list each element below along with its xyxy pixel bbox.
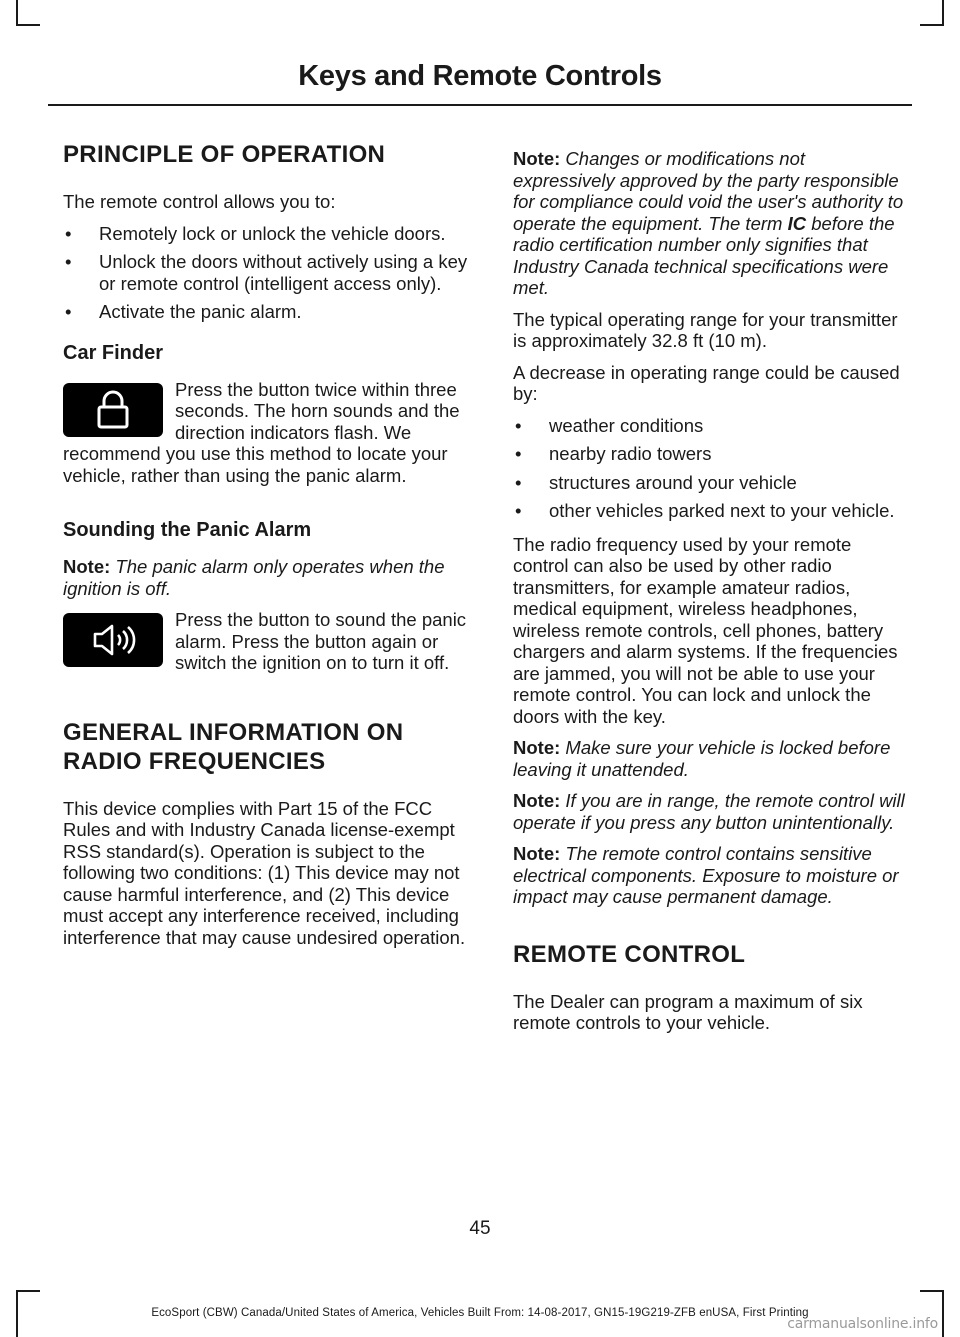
list-item: • weather conditions — [513, 415, 908, 437]
intro-bullet-list — [63, 223, 473, 323]
remote-control-heading: REMOTE CONTROL — [513, 940, 746, 968]
left-column — [63, 140, 473, 958]
decrease-text: A decrease in operating range could be caused by: — [513, 361, 900, 404]
note-text: If you are in range, the remote control will operate if you press any button unintentionally. — [513, 790, 905, 833]
crop-mark — [16, 1290, 40, 1292]
note-label: Note: — [513, 790, 561, 811]
intro-text: The remote control allows you to: — [63, 191, 336, 212]
note-text-part: Changes or modifications not expressively approved by the party responsible for compliance could void the user's authority to operate the equipment. The term — [513, 148, 904, 234]
note-label: Note: — [63, 556, 111, 577]
watermark: carmanualsonline.info — [787, 1316, 938, 1332]
panic-alarm-heading: Sounding the Panic Alarm — [63, 519, 312, 541]
note-locked — [513, 737, 908, 780]
list-item: • Remotely lock or unlock the vehicle doors. — [63, 223, 473, 245]
note-label: Note: — [513, 148, 561, 169]
note-text-part: before the radio certification number only signifies that Industry Canada technical specifications were met. — [513, 212, 895, 298]
crop-mark — [942, 0, 944, 24]
note-text: The panic alarm only operates when the ignition is off. — [63, 556, 445, 599]
lock-icon — [63, 383, 163, 437]
principle-heading: PRINCIPLE OF OPERATION — [63, 141, 386, 168]
list-item: • Unlock the doors without actively using a key or remote control (intelligent access only). — [63, 251, 473, 294]
radio-frequencies-heading — [63, 718, 473, 776]
note-modifications — [513, 148, 908, 299]
crop-mark — [920, 24, 944, 26]
list-item: • Activate the panic alarm. — [63, 301, 473, 323]
remote-control-text: The Dealer can program a maximum of six remote controls to your vehicle. — [513, 990, 863, 1033]
panic-alarm-text: Press the button to sound the panic alarm. Press the button again or switch the ignition on to turn it off. — [175, 609, 467, 673]
list-item: • other vehicles parked next to your vehicle. — [513, 500, 908, 522]
horn-speaker-icon — [63, 613, 163, 667]
note-label: Note: — [513, 737, 561, 758]
note-label: Note: — [513, 843, 561, 864]
car-finder-block — [63, 379, 473, 497]
crop-mark — [16, 0, 18, 24]
page-number: 45 — [469, 1218, 491, 1239]
decrease-bullet-list — [513, 415, 908, 522]
heading-line: RADIO FREQUENCIES — [63, 747, 326, 775]
page-header-title: Keys and Remote Controls — [298, 60, 662, 92]
panic-alarm-block — [63, 609, 473, 684]
radio-compliance-text: This device complies with Part 15 of the FCC Rules and with Industry Canada license-exempt RSS standard(s). Operation is subject to the following two conditions: (1) This device may not cause harmful interference, and (2) This device must accept any interference received, including interference that may cause undesired operation. — [63, 797, 466, 948]
crop-mark — [920, 1290, 944, 1292]
list-item: • structures around your vehicle — [513, 472, 908, 494]
note-text: The remote control contains sensitive electrical components. Exposure to moisture or impact may cause permanent damage. — [513, 843, 899, 907]
panic-note — [63, 556, 473, 599]
frequency-text: The radio frequency used by your remote control can also be used by other radio transmitters, for example amateur radios, medical equipment, wireless headphones, wireless remote controls, cell phones, battery chargers and alarm systems. If the frequencies are jammed, you will not be able to use your remote control. You can lock and unlock the doors with the key. — [513, 533, 898, 727]
car-finder-heading: Car Finder — [63, 341, 164, 364]
heading-line: GENERAL INFORMATION ON — [63, 718, 404, 746]
list-item: • nearby radio towers — [513, 443, 908, 465]
note-bold-term: IC — [787, 212, 807, 234]
note-sensitive — [513, 843, 908, 908]
footer-text: EcoSport (CBW) Canada/United States of America, Vehicles Built From: 14-08-2017, GN15-19G219-ZFB enUSA, First Printing — [151, 1307, 809, 1319]
right-column — [513, 148, 908, 1044]
header-rule — [48, 104, 912, 106]
note-text: Make sure your vehicle is locked before leaving it unattended. — [513, 737, 891, 780]
crop-mark — [16, 24, 40, 26]
note-text — [513, 148, 903, 298]
note-in-range — [513, 790, 908, 833]
range-text: The typical operating range for your transmitter is approximately 32.8 ft (10 m). — [513, 308, 898, 351]
car-finder-text: Press the button twice within three seconds. The horn sounds and the direction indicators flash. We recommend you use this method to locate your vehicle, rather than using the panic alarm. — [63, 378, 460, 486]
